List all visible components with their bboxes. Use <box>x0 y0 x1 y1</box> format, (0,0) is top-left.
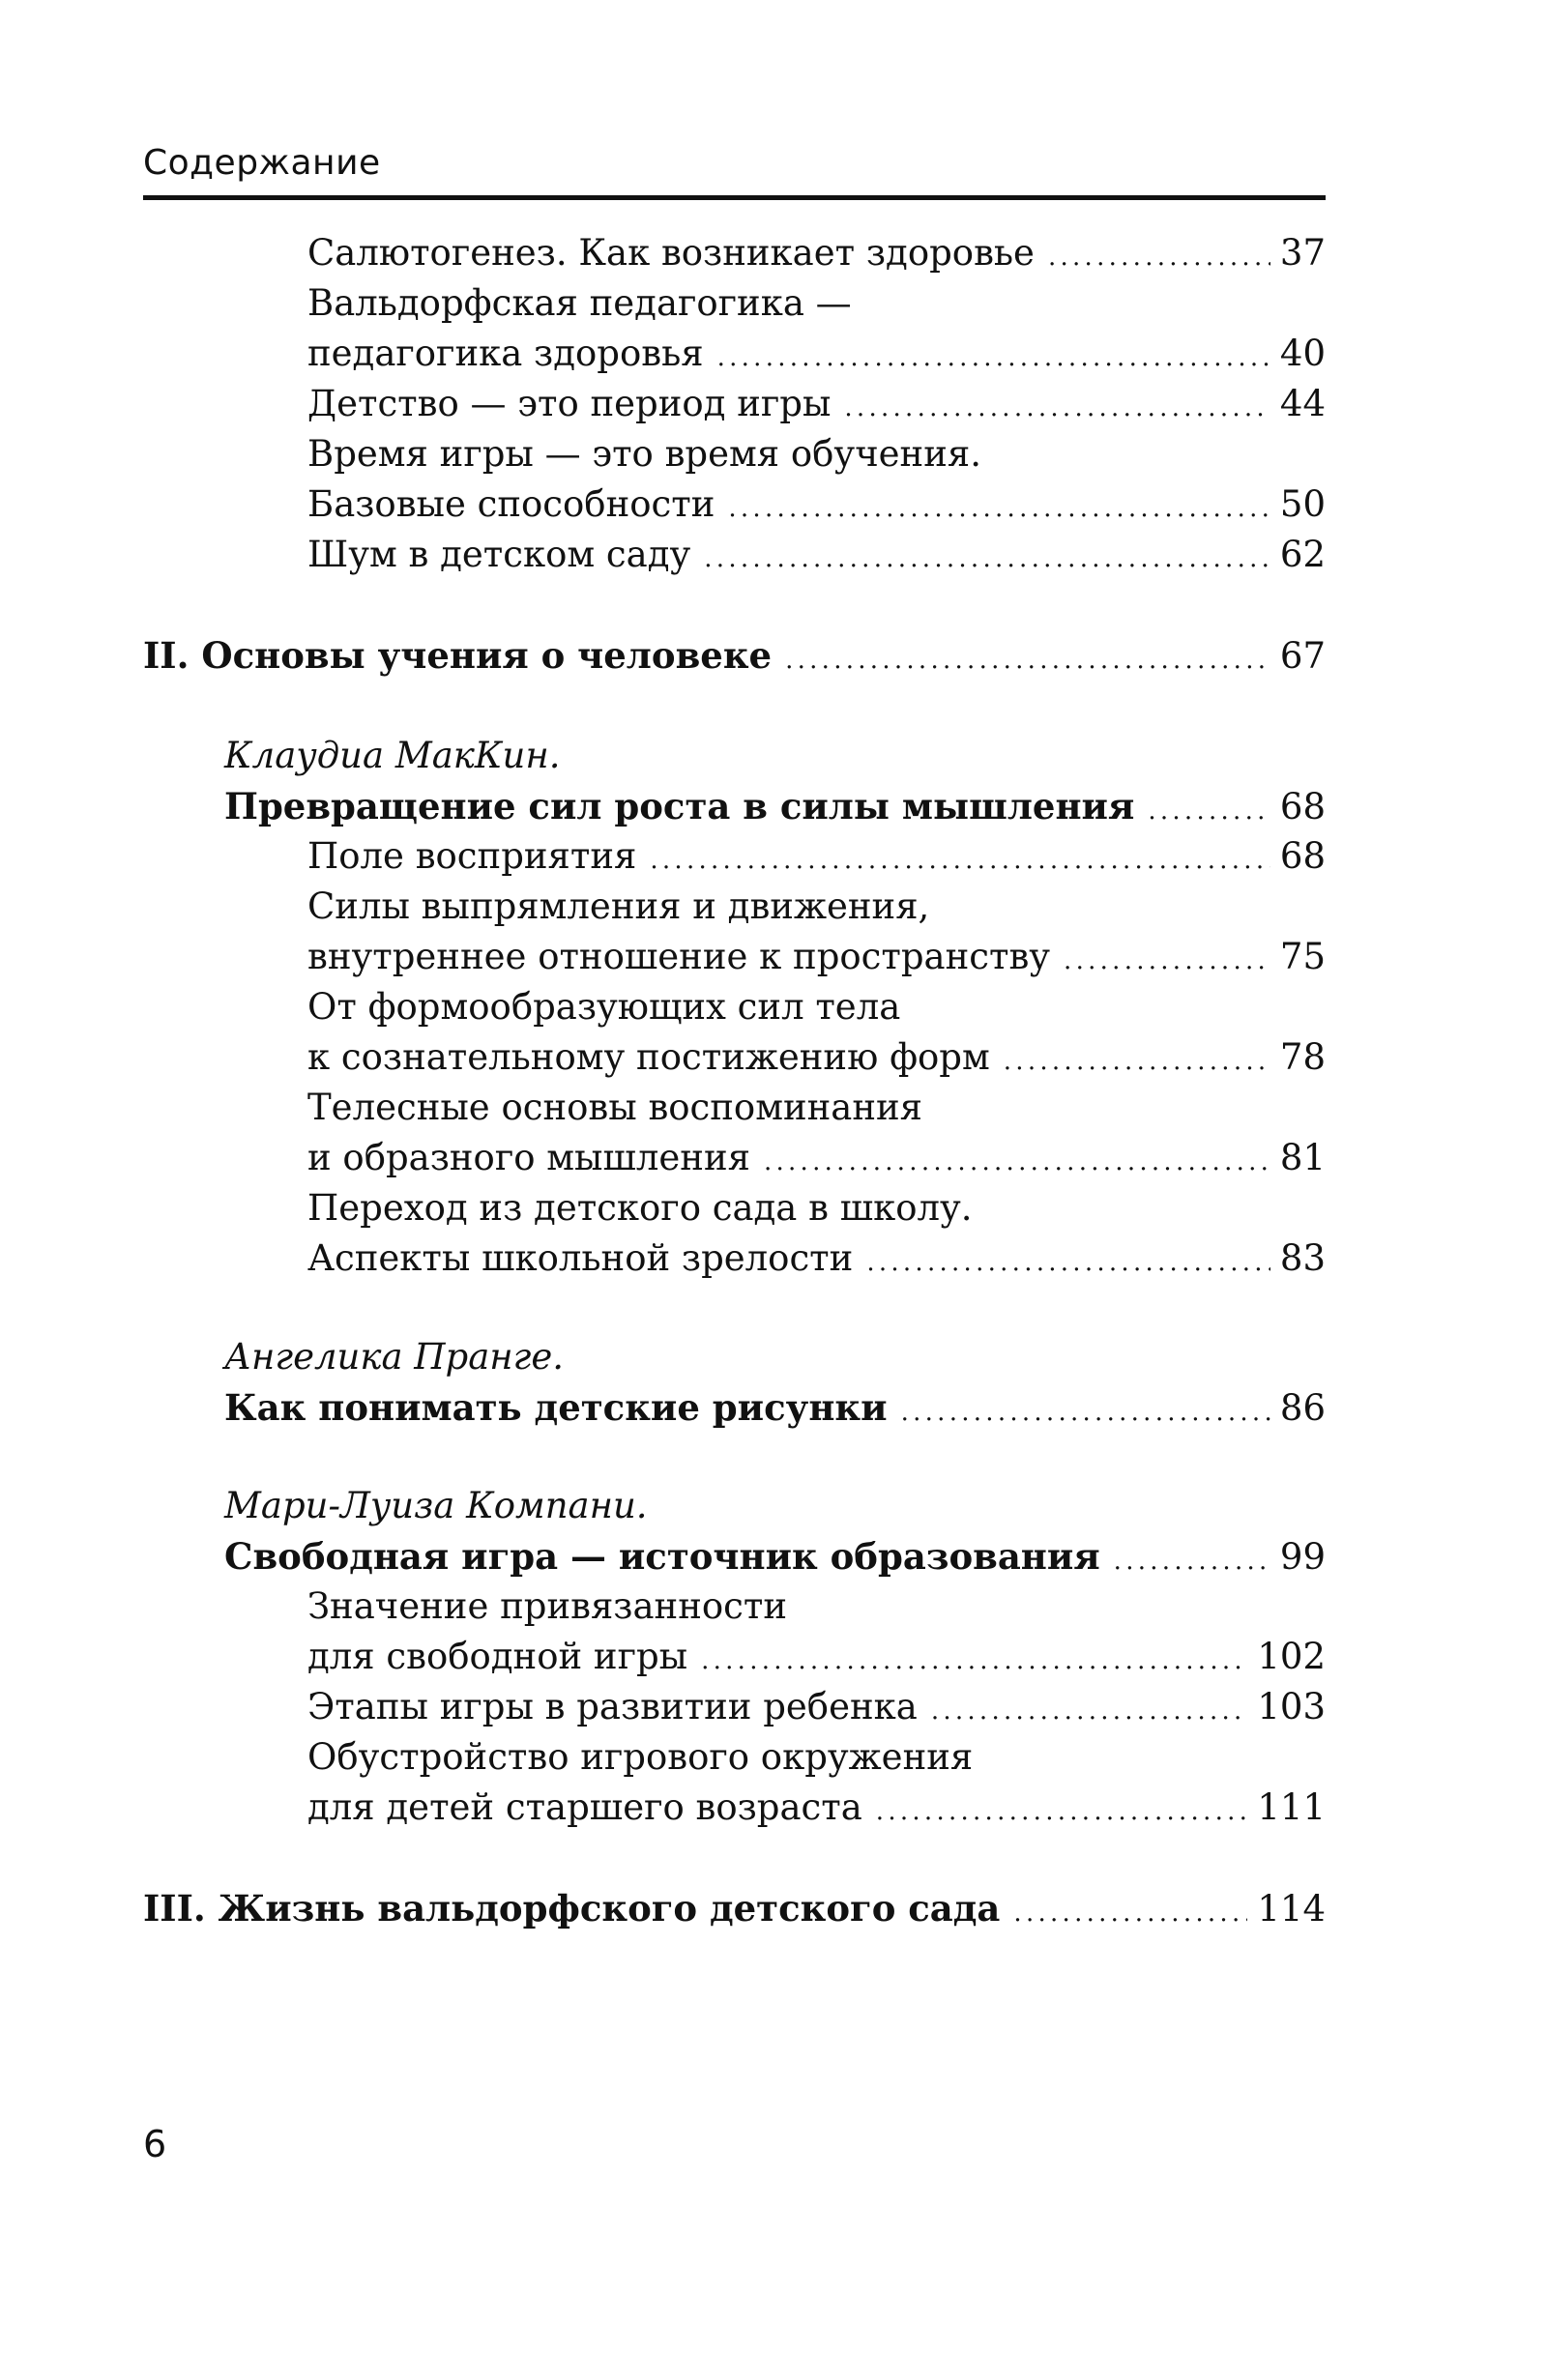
toc-entry-title-line1: Телесные основы воспоминания <box>307 1087 923 1128</box>
toc-page-number: 99 <box>1279 1536 1326 1578</box>
dot-leader <box>876 1786 1248 1837</box>
toc-page-number: 75 <box>1279 936 1326 977</box>
spacer <box>0 681 1547 731</box>
toc-entry-title-line1: Вальдорфская педагогика — <box>307 282 852 324</box>
toc-section-entry <box>0 1531 1547 1582</box>
dot-leader <box>901 1387 1270 1437</box>
toc-entry-title: Аспекты школьной зрелости <box>307 1237 854 1279</box>
dot-leader <box>764 1137 1270 1187</box>
toc-entry-title-line1: Силы выпрямления и движения, <box>307 885 930 927</box>
toc-entry-title: педагогика здоровья <box>307 333 704 374</box>
dot-leader <box>717 333 1270 383</box>
toc-page-number: 68 <box>1279 835 1326 877</box>
toc-entry <box>0 932 1547 982</box>
toc-entry <box>0 379 1547 429</box>
dot-leader <box>1064 936 1270 986</box>
dot-leader <box>1048 232 1270 282</box>
spacer <box>0 1284 1547 1332</box>
toc-author <box>0 731 1547 781</box>
toc-entry-line1 <box>0 278 1547 329</box>
toc-page-number: 83 <box>1279 1237 1326 1279</box>
toc-entry <box>0 1632 1547 1682</box>
toc-entry-title-line1: Значение привязанности <box>307 1585 787 1627</box>
toc-part-title: III. Жизнь вальдорфского детского сада <box>143 1887 1001 1930</box>
toc-entry <box>0 530 1547 580</box>
toc-page-number: 81 <box>1279 1137 1326 1178</box>
dot-leader <box>650 835 1270 885</box>
toc-entry-title-line1: От формообразующих сил тела <box>307 986 901 1028</box>
toc-entry <box>0 1783 1547 1833</box>
toc-entry <box>0 1234 1547 1284</box>
toc-author-name: Клаудиа МакКин. <box>224 735 561 776</box>
toc-page-number: 68 <box>1279 786 1326 827</box>
toc-page-number: 103 <box>1257 1686 1326 1727</box>
toc-part-title: II. Основы учения о человеке <box>143 634 773 677</box>
toc-entry-title: Салютогенез. Как возникает здоровье <box>307 232 1035 274</box>
toc-entry-title: для свободной игры <box>307 1636 688 1677</box>
toc-page-number: 111 <box>1257 1786 1326 1828</box>
toc-entry <box>0 1682 1547 1732</box>
dot-leader <box>1013 1888 1247 1938</box>
toc-entry <box>0 329 1547 379</box>
dot-leader <box>1114 1536 1270 1586</box>
toc-entry-title: Базовые способности <box>307 483 715 525</box>
toc-entry <box>0 479 1547 530</box>
running-head: Содержание <box>143 143 381 183</box>
toc-entry-title: Этапы игры в развитии ребенка <box>307 1686 918 1727</box>
toc-entry-line1 <box>0 1582 1547 1632</box>
toc-section-title: Превращение сил роста в силы мышления <box>224 785 1135 827</box>
toc-author <box>0 1481 1547 1531</box>
toc-entry <box>0 228 1547 278</box>
toc-entry-title: Поле восприятия <box>307 835 637 877</box>
toc-section-title: Как понимать детские рисунки <box>224 1386 888 1429</box>
toc-entry-title: Шум в детском саду <box>307 534 691 575</box>
toc-author-name: Ангелика Пранге. <box>224 1336 565 1378</box>
toc-entry-title-line1: Обустройство игрового окружения <box>307 1736 974 1778</box>
toc-entry-line1 <box>0 982 1547 1032</box>
toc-page-number: 62 <box>1279 534 1326 575</box>
toc-author <box>0 1332 1547 1382</box>
dot-leader <box>1004 1036 1270 1087</box>
toc-page-number: 44 <box>1279 383 1326 424</box>
toc-entry-title-line1: Переход из детского сада в школу. <box>307 1187 973 1229</box>
toc-entry-title: Детство — это период игры <box>307 383 832 424</box>
toc-entry-title: внутреннее отношение к пространству <box>307 936 1051 977</box>
table-of-contents <box>0 228 1547 1933</box>
spacer <box>0 580 1547 630</box>
toc-entry-line1 <box>0 1183 1547 1234</box>
toc-section-entry <box>0 1382 1547 1433</box>
toc-page-number: 102 <box>1257 1636 1326 1677</box>
toc-page-number: 78 <box>1279 1036 1326 1078</box>
dot-leader <box>785 635 1270 685</box>
toc-section-entry <box>0 781 1547 831</box>
toc-page-number: 86 <box>1279 1387 1326 1429</box>
toc-entry-title-line1: Время игры — это время обучения. <box>307 433 981 475</box>
toc-part-entry <box>0 1883 1547 1933</box>
toc-entry <box>0 1032 1547 1083</box>
spacer <box>0 1833 1547 1883</box>
toc-page-number: 40 <box>1279 333 1326 374</box>
toc-page-number: 114 <box>1257 1888 1326 1930</box>
dot-leader <box>704 534 1270 584</box>
toc-entry-line1 <box>0 882 1547 932</box>
dot-leader <box>728 483 1270 534</box>
page-number-folio: 6 <box>143 2123 167 2165</box>
toc-entry-line1 <box>0 1732 1547 1783</box>
toc-page-number: 37 <box>1279 232 1326 274</box>
toc-author-name: Мари-Луиза Компани. <box>224 1485 648 1526</box>
toc-entry <box>0 831 1547 882</box>
toc-page-number: 50 <box>1279 483 1326 525</box>
dot-leader <box>931 1686 1248 1736</box>
toc-entry-title: к сознательному постижению форм <box>307 1036 990 1078</box>
dot-leader <box>1148 786 1270 836</box>
header-rule <box>143 195 1326 200</box>
toc-page-number: 67 <box>1279 635 1326 677</box>
toc-entry-line1 <box>0 1083 1547 1133</box>
spacer <box>0 1433 1547 1481</box>
dot-leader <box>844 383 1270 433</box>
toc-section-title: Свободная игра — источник образования <box>224 1535 1100 1578</box>
toc-part-entry <box>0 630 1547 681</box>
toc-entry-title: и образного мышления <box>307 1137 750 1178</box>
dot-leader <box>701 1636 1247 1686</box>
toc-entry <box>0 1133 1547 1183</box>
toc-entry-line1 <box>0 429 1547 479</box>
toc-entry-title: для детей старшего возраста <box>307 1786 862 1828</box>
dot-leader <box>866 1237 1270 1288</box>
